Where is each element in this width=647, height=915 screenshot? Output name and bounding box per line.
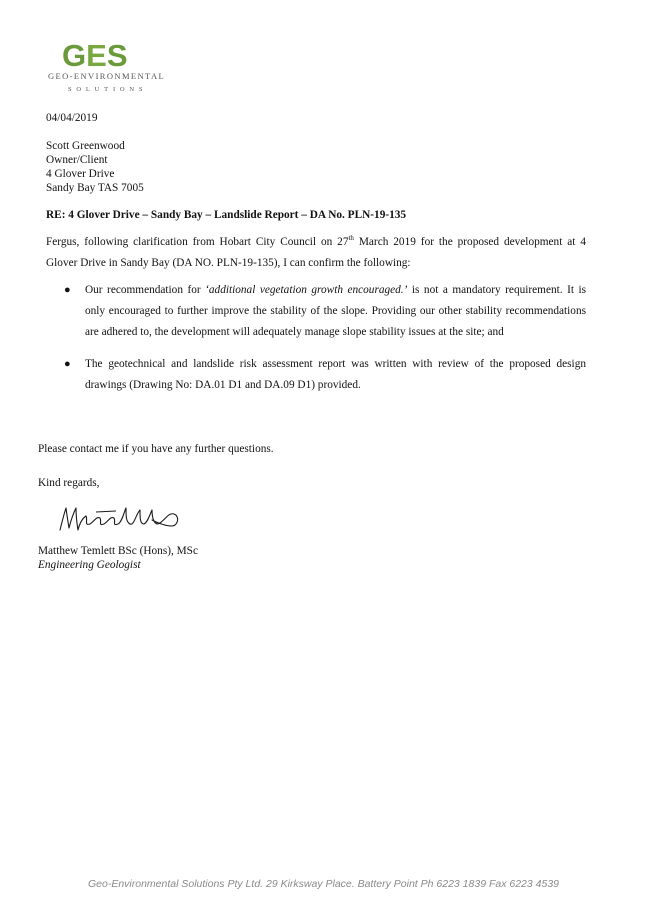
intro-text-start: Fergus, following clarification from Hobart City Council on 27 [46, 236, 349, 248]
signatory-title: Engineering Geologist [38, 559, 141, 571]
logo-letters [62, 40, 128, 71]
bullet-list [66, 280, 586, 396]
logo-tagline-top: GEO-ENVIRONMENTAL [48, 71, 166, 81]
recipient-name: Scott Greenwood [46, 140, 125, 152]
bullet-one-quote: ‘additional vegetation growth encouraged.’ [205, 284, 408, 296]
company-logo [48, 40, 178, 100]
list-item [66, 354, 586, 396]
recipient-block [46, 139, 144, 195]
recipient-role: Owner/Client [46, 154, 108, 166]
bullet-icon: ● [64, 284, 71, 296]
contact-sentence: Please contact me if you have any further questions. [38, 443, 274, 455]
intro-text-end: March 2019 for the proposed development at 4 Glover Drive in Sandy Bay (DA NO. PLN-19-135), I can confirm the following: [46, 236, 586, 269]
subject-line: RE: 4 Glover Drive – Sandy Bay – Landslide Report – DA No. PLN-19-135 [46, 209, 407, 221]
logo-letter-e: E [86, 38, 107, 73]
list-item [66, 280, 586, 343]
signatory-block [38, 544, 198, 572]
logo-tagline-bottom: SOLUTIONS [68, 86, 148, 93]
intro-paragraph [46, 232, 586, 274]
logo-letter-s: S [106, 38, 128, 73]
signatory-name: Matthew Temlett BSc (Hons), MSc [38, 545, 198, 557]
bullet-one-start: Our recommendation for [85, 284, 206, 296]
recipient-street: 4 Glover Drive [46, 168, 115, 180]
intro-ordinal-suffix: th [348, 234, 354, 243]
bullet-one-end: is not a mandatory requirement. It is only encouraged to further improve the stability of the slope. Providing our other stability recommendations are adhered to, the development will adequately manage slope stability issues at the site; and [85, 284, 586, 338]
bullet-two-text: The geotechnical and landslide risk assessment report was written with review of the proposed design drawings (Drawing No: DA.01 D1 and DA.09 D1) provided. [85, 358, 586, 391]
bullet-icon: ● [64, 358, 71, 370]
recipient-city: Sandy Bay TAS 7005 [46, 182, 144, 194]
logo-letter-g: G [62, 38, 87, 73]
handwritten-signature [56, 500, 186, 536]
closing-regards: Kind regards, [38, 477, 100, 489]
page-footer: Geo-Environmental Solutions Pty Ltd. 29 Kirksway Place. Battery Point Ph 6223 1839 Fax 6223 4539 [87, 878, 560, 890]
letter-date: 04/04/2019 [46, 112, 98, 124]
